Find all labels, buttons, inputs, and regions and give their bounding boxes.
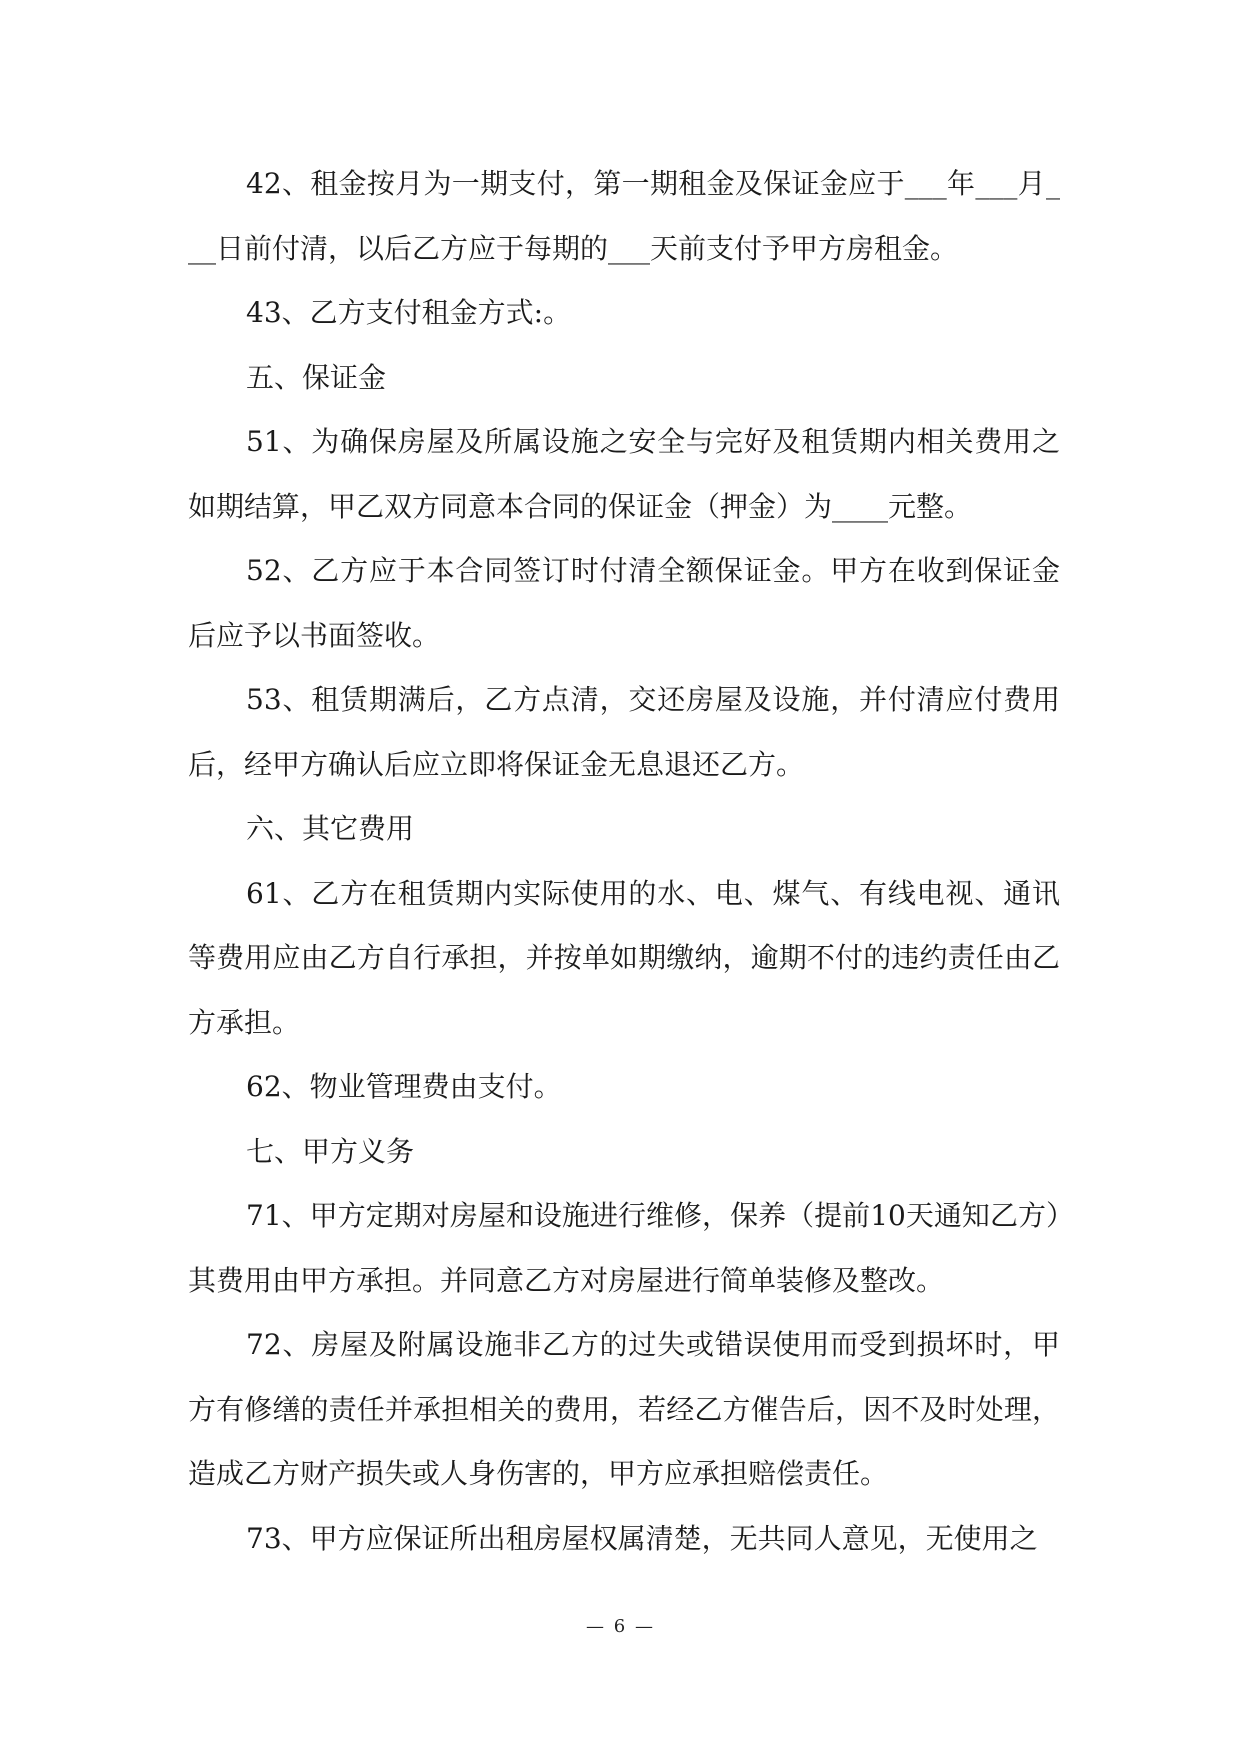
paragraph-43: 43、乙方支付租金方式:。 bbox=[246, 296, 572, 329]
paragraph-52: 52、乙方应于本合同签订时付清全额保证金。甲方在收到保证金后应予以书面签收。 bbox=[188, 554, 1060, 652]
paragraph-42: 42、租金按月为一期支付，第一期租金及保证金应于___年___月___日前付清，以后乙方应于每期的___天前支付予甲方房租金。 bbox=[188, 167, 1060, 265]
paragraph-73: 73、甲方应保证所出租房屋权属清楚，无共同人意见，无使用之 bbox=[246, 1521, 1038, 1555]
section-heading-party-a-obligations: 七、甲方义务 bbox=[246, 1134, 415, 1168]
page-number: — 6 — bbox=[586, 1616, 655, 1637]
paragraph-62: 62、物业管理费由支付。 bbox=[246, 1070, 562, 1103]
section-heading-other-fees: 六、其它费用 bbox=[246, 812, 415, 845]
document-body bbox=[188, 152, 1060, 1571]
section-heading-deposit: 五、保证金 bbox=[246, 360, 387, 394]
paragraph-51: 51、为确保房屋及所属设施之安全与完好及租赁期内相关费用之如期结算，甲乙双方同意本合同的保证金（押金）为____元整。 bbox=[188, 425, 1060, 523]
paragraph-71: 71、甲方定期对房屋和设施进行维修，保养（提前10天通知乙方）其费用由甲方承担。并同意乙方对房屋进行简单装修及整改。 bbox=[188, 1199, 1060, 1297]
paragraph-61: 61、乙方在租赁期内实际使用的水、电、煤气、有线电视、通讯等费用应由乙方自行承担，并按单如期缴纳，逾期不付的违约责任由乙方承担。 bbox=[188, 876, 1060, 1039]
paragraph-72: 72、房屋及附属设施非乙方的过失或错误使用而受到损坏时，甲方有修缮的责任并承担相关的费用，若经乙方催告后，因不及时处理，造成乙方财产损失或人身伤害的，甲方应承担赔偿责任。 bbox=[188, 1328, 1060, 1490]
paragraph-53: 53、租赁期满后，乙方点清，交还房屋及设施，并付清应付费用后，经甲方确认后应立即将保证金无息退还乙方。 bbox=[188, 683, 1060, 781]
